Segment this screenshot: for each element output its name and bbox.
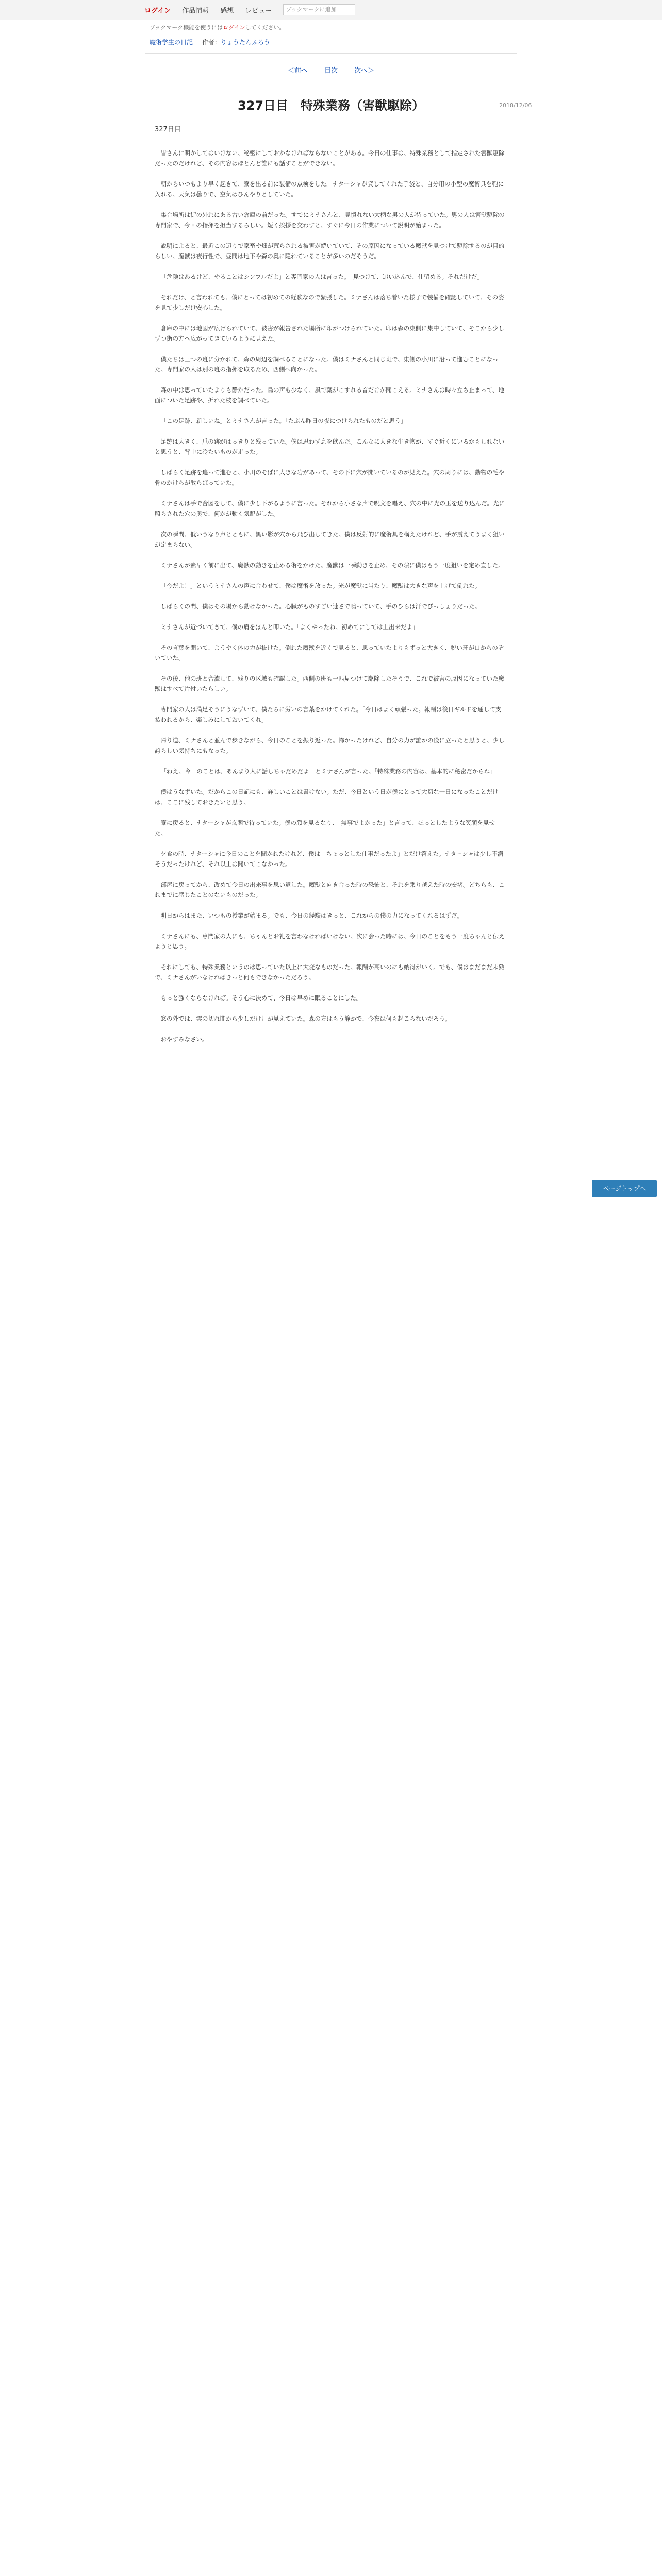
prev-link[interactable]: ＜前へ	[287, 67, 308, 75]
paragraph: それだけ、と言われても、僕にとっては初めての経験なので緊張した。ミナさんは落ち着いた様子で装備を確認していて、その姿を見て少しだけ安心した。	[155, 294, 504, 311]
login-link[interactable]: ログイン	[144, 7, 171, 15]
paragraph: 説明によると、最近この辺りで家畜や畑が荒らされる被害が続いていて、その原因になっている魔獣を見つけて駆除するのが目的らしい。魔獣は夜行性で、昼間は地下や森の奥に隠れていることが多いのだそうだ。	[155, 242, 505, 260]
paragraph: 朝からいつもより早く起きて、寮を出る前に装備の点検をした。ナターシャが貸してくれた手袋と、自分用の小型の魔術具を鞄に入れる。天気は曇りで、空気はひんやりとしていた。	[155, 180, 504, 198]
post-date: 2018/12/06	[499, 102, 532, 109]
next-link[interactable]: 次へ＞	[354, 67, 375, 75]
paragraph: 明日からはまた、いつもの授業が始まる。でも、今日の経験はきっと、これからの僕の力になってくれるはずだ。	[160, 912, 463, 919]
paragraph: 「この足跡、新しいね」とミナさんが言った。「たぶん昨日の夜につけられたものだと思う」	[160, 417, 407, 425]
episode-title: 327日目 特殊業務（害獣駆除）	[237, 98, 425, 113]
episode-number: 327日目	[155, 126, 181, 133]
bookmark-button[interactable]: ブックマークに追加	[283, 4, 355, 15]
author-link[interactable]: りょうたんふろう	[220, 39, 270, 46]
paragraph: しばらく足跡を追って進むと、小川のそばに大きな岩があって、その下に穴が開いているのが見えた。穴の周りには、動物の毛や骨のかけらが散らばっていた。	[155, 469, 505, 486]
episode-nav	[0, 54, 662, 84]
paragraph: おやすみなさい。	[160, 1036, 208, 1043]
page-top-button[interactable]: ページトップへ	[592, 1180, 657, 1197]
paragraph: 集合場所は街の外れにある古い倉庫の前だった。すでにミナさんと、見慣れない大柄な男の人が待っていた。男の人は害獣駆除の専門家で、今回の指揮を担当するらしい。短く挨拶を交わすと、すぐに今日の作業について説明が始まった。	[155, 211, 505, 229]
notice-suffix: してください。	[245, 24, 285, 31]
paragraph: 僕たちは三つの班に分かれて、森の周辺を調べることになった。僕はミナさんと同じ班で、東側の小川に沿って進むことになった。専門家の人は別の班の指揮を取るため、西側へ向かった。	[155, 355, 499, 373]
paragraph: ミナさんが近づいてきて、僕の肩をぽんと叩いた。「よくやったね。初めてにしては上出来だよ」	[160, 623, 419, 631]
nav-reviews[interactable]: レビュー	[245, 7, 272, 15]
paragraph: 倉庫の中には地図が広げられていて、被害が報告された場所に印がつけられていた。印は森の東側に集中していて、そこから少しずつ街の方へ広がってきているように見えた。	[155, 325, 505, 342]
paragraph: 足跡は大きく、爪の跡がはっきりと残っていた。僕は思わず息を飲んだ。こんなに大きな生き物が、すぐ近くにいるかもしれないと思うと、背中に冷たいものが走った。	[155, 438, 505, 455]
paragraph: 僕はうなずいた。だからこの日記にも、詳しいことは書けない。ただ、今日という日が僕にとって大切な一日になったことだけは、ここに残しておきたいと思う。	[155, 788, 499, 806]
paragraph: ミナさんが素早く前に出て、魔獣の動きを止める術をかけた。魔獣は一瞬動きを止め、その隙に僕はもう一度狙いを定め直した。	[160, 562, 504, 569]
paragraph: 帰り道、ミナさんと並んで歩きながら、今日のことを振り返った。怖かったけれど、自分の力が誰かの役に立ったと思うと、少し誇らしい気持ちにもなった。	[155, 737, 505, 754]
notice-login-link[interactable]: ログイン	[223, 24, 245, 31]
toc-link[interactable]: 目次	[324, 67, 338, 75]
paragraph: その後、他の班と合流して、残りの区域も確認した。西側の班も一匹見つけて駆除したそうで、これで被害の原因になっていた魔獣はすべて片付いたらしい。	[155, 675, 505, 692]
paragraph: 寮に戻ると、ナターシャが玄関で待っていた。僕の顔を見るなり、「無事でよかった」と言って、ほっとしたような笑顔を見せた。	[155, 819, 495, 837]
paragraph: 皆さんに明かしてはいけない、秘密にしておかなければならないことがある。今日の仕事は、特殊業務として指定された害獣駆除だったのだけれど、その内容はほとんど誰にも話すことができない。	[155, 149, 505, 167]
paragraph: 専門家の人は満足そうにうなずいて、僕たちに労いの言葉をかけてくれた。「今日はよく頑張った。報酬は後日ギルドを通して支払われるから、楽しみにしておいてくれ」	[155, 706, 502, 723]
nav-impressions[interactable]: 感想	[220, 7, 234, 15]
paragraph: しばらくの間、僕はその場から動けなかった。心臓がものすごい速さで鳴っていて、手のひらは汗でびっしょりだった。	[160, 603, 481, 610]
paragraph: 窓の外では、雲の切れ間から少しだけ月が見えていた。森の方はもう静かで、今夜は何も起こらないだろう。	[160, 1015, 451, 1022]
author-label: 作者：	[202, 39, 221, 46]
paragraph: 「ねえ、今日のことは、あんまり人に話しちゃだめだよ」とミナさんが言った。「特殊業務の内容は、基本的に秘密だからね」	[160, 768, 496, 775]
paragraph: それにしても、特殊業務というのは思っていた以上に大変なものだった。報酬が高いのにも納得がいく。でも、僕はまだまだ未熟で、ミナさんがいなければきっと何もできなかっただろう。	[155, 963, 505, 981]
breadcrumb	[0, 32, 662, 53]
paragraph: その言葉を聞いて、ようやく体の力が抜けた。倒れた魔獣を近くで見ると、思っていたよりもずっと大きく、鋭い牙が口からのぞいていた。	[155, 644, 504, 662]
notice-prefix: ブックマーク機能を使うには	[150, 24, 223, 31]
login-notice	[0, 20, 662, 32]
paragraph: 部屋に戻ってから、改めて今日の出来事を思い返した。魔獣と向き合った時の恐怖と、それを乗り越えた時の安堵。どちらも、これまでに感じたことのないものだった。	[155, 881, 505, 899]
work-title-link[interactable]: 魔術学生の日記	[150, 39, 193, 46]
paragraph: 次の瞬間、低いうなり声とともに、黒い影が穴から飛び出してきた。僕は反射的に魔術具を構えたけれど、手が震えてうまく狙いが定まらない。	[155, 531, 505, 548]
top-bar	[0, 0, 662, 20]
novel-body	[155, 148, 505, 1044]
paragraph: 「今だよ！」というミナさんの声に合わせて、僕は魔術を放った。光が魔獣に当たり、魔獣は大きな声を上げて倒れた。	[160, 582, 481, 589]
paragraph: もっと強くならなければ。そう心に決めて、今日は早めに眠ることにした。	[160, 994, 362, 1002]
paragraph: ミナさんにも、専門家の人にも、ちゃんとお礼を言わなければいけない。次に会った時には、今日のことをもう一度ちゃんと伝えようと思う。	[155, 933, 505, 950]
paragraph: 夕食の時、ナターシャに今日のことを聞かれたけれど、僕は「ちょっとした仕事だったよ」とだけ答えた。ナターシャは少し不満そうだったけれど、それ以上は聞いてこなかった。	[155, 850, 504, 868]
paragraph: 森の中は思っていたよりも静かだった。鳥の声も少なく、風で葉がこすれる音だけが聞こえる。ミナさんは時々立ち止まって、地面についた足跡や、折れた枝を調べていた。	[155, 386, 505, 404]
paragraph: 「危険はあるけど、やることはシンプルだよ」と専門家の人は言った。「見つけて、追い込んで、仕留める。それだけだ」	[160, 273, 484, 280]
nav-work-info[interactable]: 作品情報	[182, 7, 209, 15]
paragraph: ミナさんは手で合図をして、僕に少し下がるように言った。それから小さな声で呪文を唱え、穴の中に光の玉を送り込んだ。光に照らされた穴の奥で、何かが動く気配がした。	[155, 500, 505, 517]
